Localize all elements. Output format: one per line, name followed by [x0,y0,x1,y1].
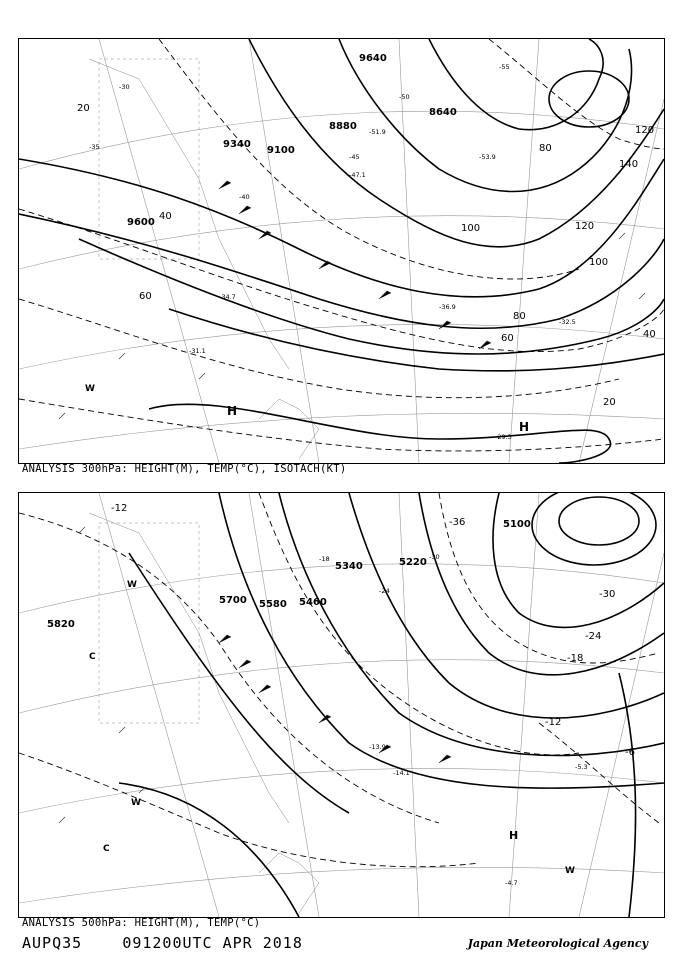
warm-center: W [127,580,137,590]
isotach-label: 20 [77,103,90,114]
height-label: 9100 [267,145,295,156]
agency-name: Japan Meteorological Agency [467,937,648,950]
temp-label: -36.9 [439,303,456,311]
chart-id: AUPQ35 [22,934,83,952]
map-300hpa-svg [19,39,664,463]
isotach-label: 120 [635,125,655,136]
temp-label: -51.9 [369,128,386,136]
map-500hpa [18,492,665,918]
analysis-datetime: 091200UTC APR 2018 [122,934,303,952]
cold-center: C [103,844,110,854]
temp-label: -47.1 [349,171,366,179]
temp-label: -32.5 [559,318,576,326]
isotach-label: 100 [461,223,481,234]
graticule [19,493,664,917]
isotach-label: 20 [603,397,616,408]
chart-id-and-time [22,934,303,952]
temp-label: -34.7 [219,293,236,301]
isotach-label: 80 [539,143,552,154]
temp-label: -4.7 [505,879,518,887]
temp-label: -18 [567,653,584,664]
temp-label: -13.9 [369,743,386,751]
height-label: 8640 [429,107,457,118]
height-label: 9340 [223,139,251,150]
isotach-label: 100 [589,257,609,268]
height-contours [19,39,664,463]
temp-label: -12 [545,717,562,728]
isotach-label: 40 [643,329,656,340]
temperature-labels [89,63,576,441]
warm-center: W [131,798,141,808]
height-label: 9600 [127,217,155,228]
height-label: 5820 [47,619,75,630]
coastline [89,513,319,913]
map-300hpa [18,38,665,464]
temp-label: -45 [349,153,360,161]
isotach-contours [19,39,664,451]
high-pressure-center: H [227,404,238,418]
caption-300hpa: ANALYSIS 300hPa: HEIGHT(M), TEMP(°C), ISOTACH(KT) [22,463,347,475]
temp-label: -24 [585,631,602,642]
high-pressure-center: H [509,829,519,842]
height-label: 5460 [299,597,327,608]
temp-label: -18 [319,555,330,563]
cold-center: C [89,652,96,662]
temp-label: -30 [119,83,130,91]
high-pressure-center: H [519,420,530,434]
height-label: 5100 [503,519,531,530]
temp-label: -35 [89,143,100,151]
temp-label: -30 [429,553,440,561]
caption-500hpa: ANALYSIS 500hPa: HEIGHT(M), TEMP(°C) [22,917,261,929]
height-label: 5340 [335,561,363,572]
isotach-label: 120 [575,221,595,232]
temp-label: -12 [111,503,128,514]
temp-label: -36 [449,517,466,528]
isotach-label: 40 [159,211,172,222]
isotach-label: 60 [501,333,514,344]
temp-label: -14.1 [393,769,410,777]
height-label: 5700 [219,595,247,606]
graticule [19,39,664,463]
temperature-labels [111,503,635,887]
temp-label: -29.3 [495,433,512,441]
height-label: 8880 [329,121,357,132]
warm-center: W [565,866,575,876]
warm-center: W [85,384,95,394]
temp-label: -55 [499,63,510,71]
temp-label: -5.3 [575,763,588,771]
temp-label: -30 [599,589,616,600]
isotach-label: 80 [513,311,526,322]
wind-barbs [59,527,451,823]
isotach-label: 60 [139,291,152,302]
temp-label: -53.9 [479,153,496,161]
height-label: 5220 [399,557,427,568]
isotach-labels [77,103,656,408]
temp-label: -6 [625,747,635,758]
temp-label: -24 [379,587,390,595]
isotach-label: 140 [619,159,639,170]
height-label: 9640 [359,53,387,64]
height-label: 5580 [259,599,287,610]
temp-label: -50 [399,93,410,101]
temp-label: -31.1 [189,347,206,355]
temp-label: -40 [239,193,250,201]
map-500hpa-svg [19,493,664,917]
